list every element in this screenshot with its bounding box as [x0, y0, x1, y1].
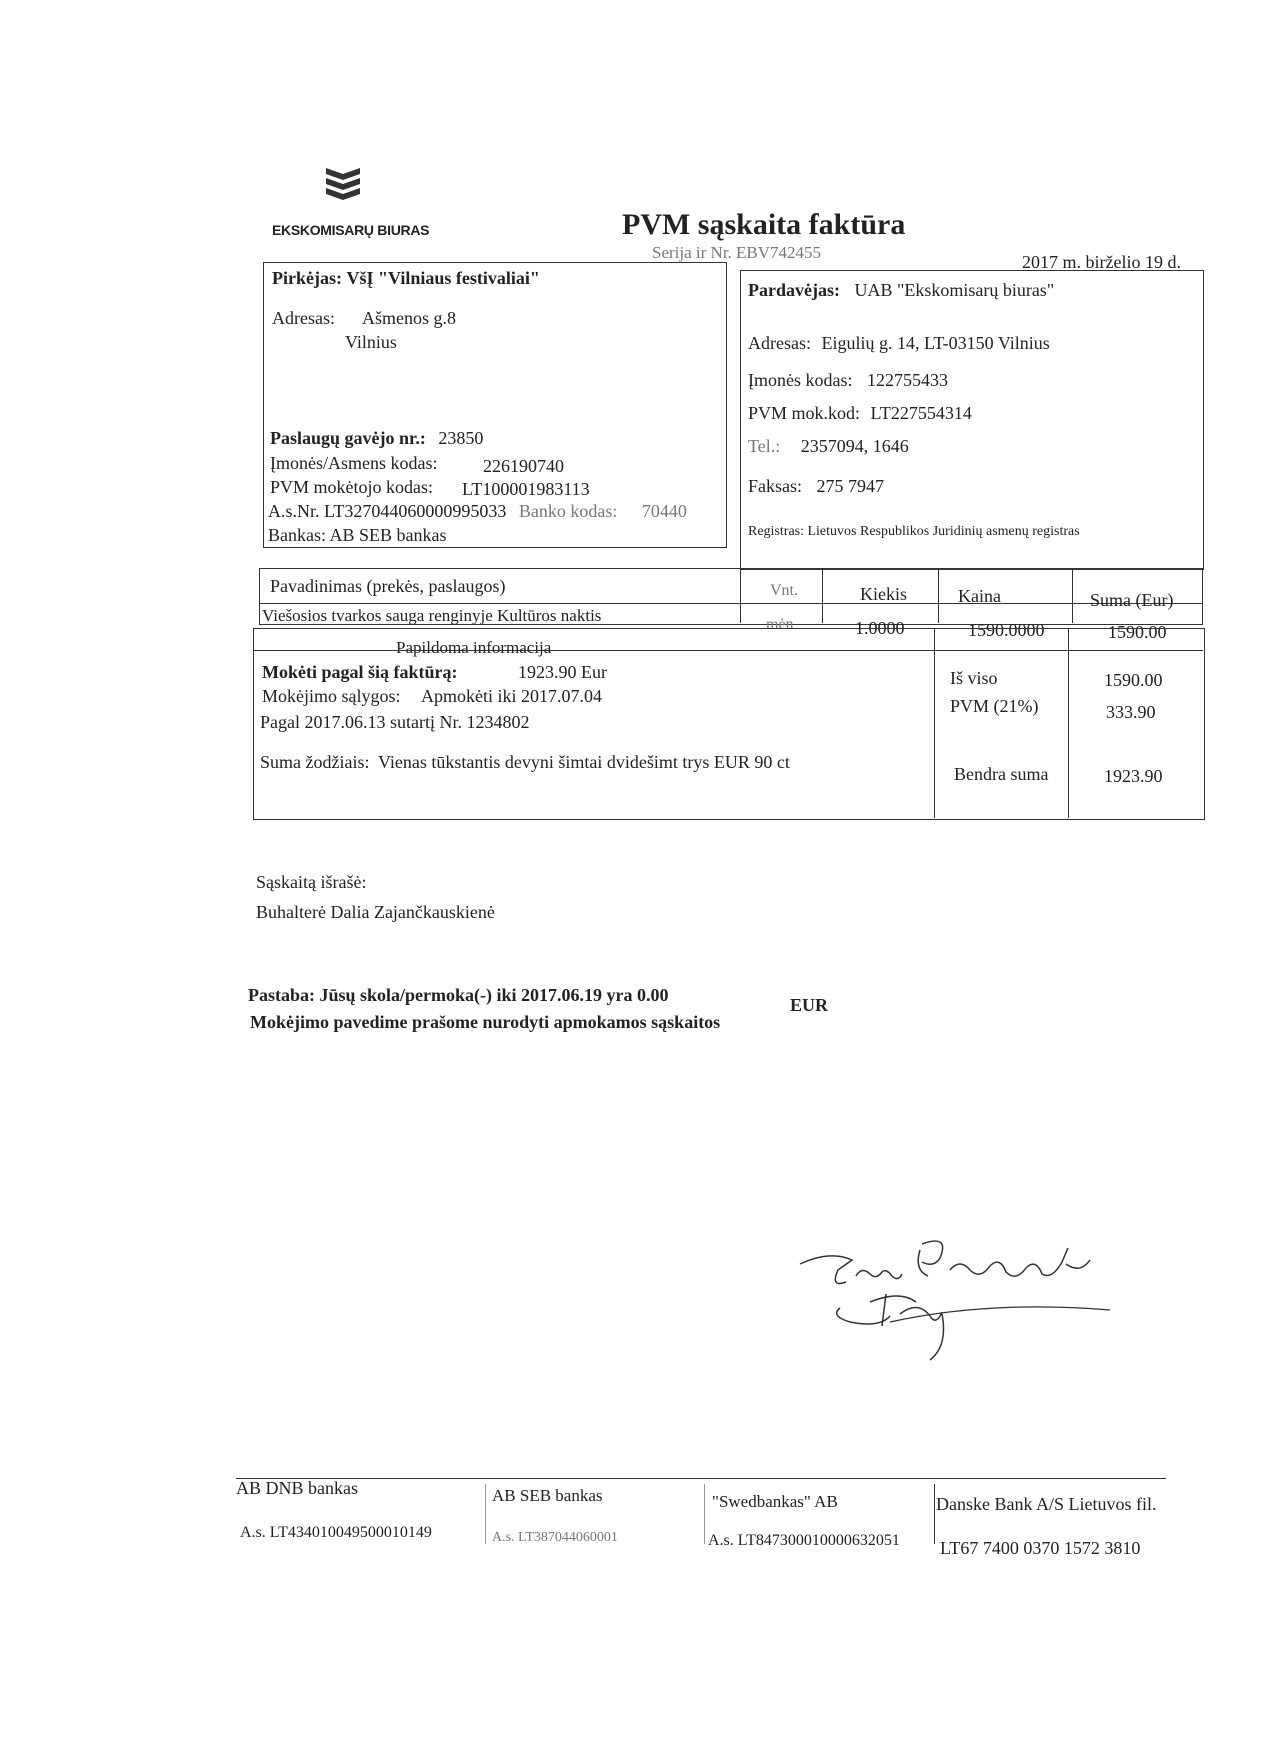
issuer-label: Sąskaitą išrašė: [256, 872, 367, 892]
seller-vat-code-line [748, 403, 972, 424]
buyer-company-code-label: Įmonės/Asmens kodas: [270, 453, 438, 473]
total-label: Bendra suma [954, 764, 1049, 784]
header-sum: Suma (Eur) [1090, 590, 1174, 610]
terms-line [262, 686, 602, 707]
words-line [260, 752, 790, 773]
seller-company-code-label: Įmonės kodas: [748, 370, 853, 390]
header-unit: Vnt. [770, 582, 798, 599]
row-price: 1590.0000 [968, 620, 1045, 640]
buyer-bank: AB SEB bankas [329, 525, 447, 545]
buyer-bank-code-label: Banko kodas: [518, 501, 618, 521]
seller-phone-line [748, 436, 909, 457]
buyer-bank-label: Bankas: [268, 525, 326, 545]
buyer-company-code: 226190740 [483, 456, 564, 476]
buyer-name-line [272, 268, 540, 289]
pay-amount: 1923.90 Eur [518, 662, 607, 682]
buyer-account: LT327044060000995033 [324, 501, 507, 521]
seller-company-code: 122755433 [866, 370, 948, 390]
vat-value: 333.90 [1106, 702, 1156, 722]
buyer-label: Pirkėjas: [272, 268, 342, 288]
buyer-address-line1: Ašmenos g.8 [362, 308, 456, 328]
terms-label: Mokėjimo sąlygos: [262, 686, 401, 706]
extra-info: Papildoma informacija [396, 638, 552, 657]
bank-seb-account: A.s. LT387044060001 [492, 1530, 618, 1545]
seller-phone: 2357094, 1646 [800, 436, 909, 456]
logo-text: EKSKOMISARŲ BIURAS [272, 222, 430, 238]
bank-dnb-account: A.s. LT434010049500010149 [240, 1524, 432, 1541]
words-label: Suma žodžiais: [260, 752, 370, 772]
buyer-bank-code: 70440 [641, 501, 687, 521]
issuer-name: Buhalterė Dalia Zajančkauskienė [256, 902, 495, 922]
note-text: Jūsų skola/permoka(-) iki 2017.06.19 yra 0.00 [319, 985, 669, 1005]
buyer-account-label: A.s.Nr. [268, 501, 320, 521]
header-price: Kaina [958, 586, 1001, 606]
buyer-vat-code-label: PVM mokėtojo kodas: [270, 477, 434, 497]
buyer-account-line [268, 501, 687, 522]
pay-line [262, 662, 607, 683]
signature [790, 1230, 1120, 1370]
footer-rule [236, 1478, 1166, 1479]
buyer-name: VšĮ "Vilniaus festivaliai" [346, 268, 540, 288]
bank-dnb-name: AB DNB bankas [236, 1478, 358, 1498]
seller-phone-label: Tel.: [748, 436, 781, 456]
buyer-client-no: 23850 [438, 428, 484, 448]
seller-name-line [748, 280, 1054, 301]
seller-fax: 275 7947 [816, 476, 884, 496]
buyer-address-line2: Vilnius [345, 332, 397, 352]
bank-danske-account: LT67 7400 0370 1572 3810 [940, 1538, 1141, 1558]
bank-swed-name: "Swedbankas" AB [712, 1492, 838, 1511]
seller-fax-label: Faksas: [748, 476, 802, 496]
seller-company-code-line [748, 370, 948, 391]
row-qty: 1.0000 [855, 618, 905, 638]
subtotal-value: 1590.00 [1104, 670, 1163, 690]
seller-label: Pardavėjas: [748, 280, 840, 300]
seller-vat-code-label: PVM mok.kod: [748, 403, 861, 423]
invoice-date: 2017 m. birželio 19 d. [1022, 252, 1181, 272]
seller-name: UAB "Ekskomisarų biuras" [854, 280, 1055, 300]
company-logo [268, 150, 430, 240]
seller-address: Eigulių g. 14, LT-03150 Vilnius [821, 333, 1050, 353]
buyer-client-no-line [270, 428, 483, 449]
seller-address-line [748, 333, 1050, 354]
page-title: PVM sąskaita faktūra [622, 208, 906, 241]
buyer-bank-line [268, 525, 447, 546]
pay-label: Mokėti pagal šią faktūrą: [262, 662, 458, 682]
note-currency: EUR [790, 995, 829, 1015]
row-name: Viešosios tvarkos sauga renginyje Kultūros naktis [262, 606, 602, 625]
seller-fax-line [748, 476, 884, 497]
subtotal-label: Iš viso [950, 668, 998, 688]
note-line [248, 985, 669, 1006]
bank-seb-name: AB SEB bankas [492, 1486, 603, 1505]
buyer-client-no-label: Paslaugų gavėjo nr.: [270, 428, 426, 448]
note-line2: Mokėjimo pavedime prašome nurodyti apmokamos sąskaitos [250, 1012, 721, 1032]
words-value: Vienas tūkstantis devyni šimtai dvidešimt trys EUR 90 ct [377, 752, 790, 772]
vat-label: PVM (21%) [950, 696, 1039, 716]
bank-danske-name: Danske Bank A/S Lietuvos fil. [936, 1494, 1157, 1514]
buyer-address-label: Adresas: [272, 308, 335, 328]
seller-registry: Registras: Lietuvos Respublikos Juridinių asmenų registras [748, 524, 1080, 539]
note-label: Pastaba: [248, 985, 315, 1005]
header-name: Pavadinimas (prekės, paslaugos) [270, 576, 506, 596]
bank-swed-account: A.s. LT847300010000632051 [708, 1532, 900, 1549]
row-sum: 1590.00 [1108, 622, 1167, 642]
header-qty: Kiekis [860, 584, 907, 604]
terms-value: Apmokėti iki 2017.07.04 [421, 686, 602, 706]
chevron-stack-icon [268, 150, 418, 210]
buyer-vat-code: LT100001983113 [462, 479, 590, 499]
seller-address-label: Adresas: [748, 333, 811, 353]
row-unit: mėn [766, 616, 794, 633]
invoice-series: Serija ir Nr. EBV742455 [652, 243, 822, 262]
contract-line: Pagal 2017.06.13 sutartį Nr. 1234802 [260, 712, 530, 732]
seller-vat-code: LT227554314 [870, 403, 972, 423]
total-value: 1923.90 [1104, 766, 1163, 786]
